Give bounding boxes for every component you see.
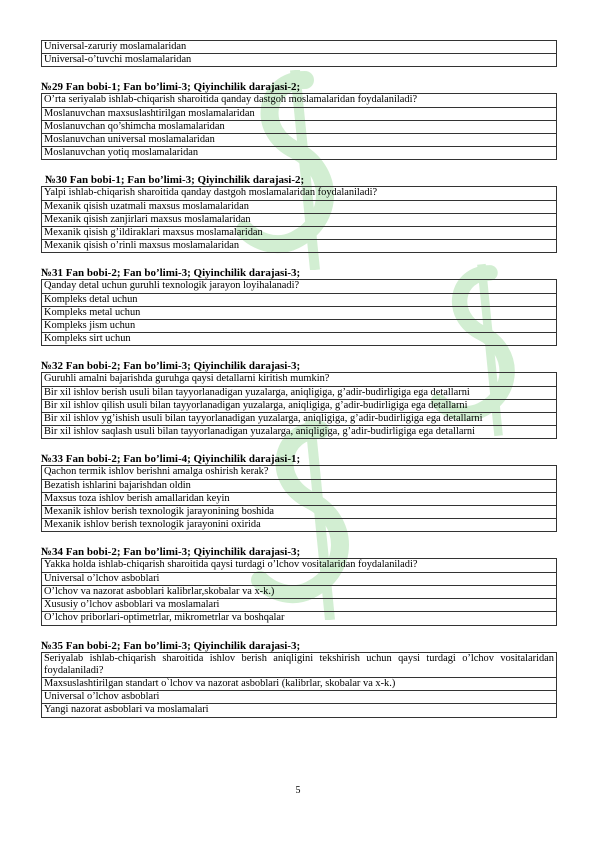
- question-heading: №30 Fan bobi-1; Fan bo’limi-3; Qiyinchilik darajasi-2;: [45, 174, 305, 187]
- question-text: Guruhli amalni bajarishda guruhga qaysi detallarni kiritish mumkin?: [42, 373, 557, 386]
- table-row: [42, 479, 557, 492]
- answer-option: Maxsuslashtirilgan standart o`lchov va nazorat asboblari (kalibrlar, skobalar va x-k.): [42, 677, 557, 690]
- answer-option: Xususiy o’lchov asboblari va moslamalari: [42, 599, 557, 612]
- question-table: [41, 652, 557, 718]
- answer-table: [41, 40, 557, 67]
- page-number: 5: [295, 785, 301, 796]
- table-row: [42, 559, 557, 572]
- table-row: [42, 187, 557, 200]
- question-heading: №34 Fan bobi-2; Fan bo’limi-3; Qiyinchilik darajasi-3;: [41, 546, 301, 559]
- table-row: [42, 280, 557, 293]
- answer-option: Moslanuvchan qo’shimcha moslamalaridan: [42, 120, 557, 133]
- table-row: [42, 492, 557, 505]
- answer-option: Moslanuvchan yotiq moslamalaridan: [42, 147, 557, 160]
- answer-option: Mexanik ishlov berish texnologik jarayonini oxirida: [42, 519, 557, 532]
- answer-option: Universal o’lchov asboblari: [42, 572, 557, 585]
- answer-option: Mexanik qisish uzatmali maxsus moslamalaridan: [42, 200, 557, 213]
- table-row: [42, 466, 557, 479]
- question-heading: №33 Fan bobi-2; Fan bo’limi-4; Qiyinchilik darajasi-1;: [41, 453, 301, 466]
- question-table: [41, 465, 557, 532]
- answer-option: Kompleks jism uchun: [42, 320, 557, 333]
- table-row: [42, 333, 557, 346]
- question-table: [41, 186, 557, 253]
- table-row: [42, 652, 557, 677]
- question-heading: №29 Fan bobi-1; Fan bo’limi-3; Qiyinchilik darajasi-2;: [41, 81, 301, 94]
- answer-option: Mexanik qisish g’ildiraklari maxsus moslamalaridan: [42, 227, 557, 240]
- question-table: [41, 279, 557, 346]
- answer-option: Universal-o’tuvchi moslamalaridan: [42, 54, 557, 67]
- table-row: [42, 426, 557, 439]
- table-row: [42, 94, 557, 107]
- table-row: [42, 134, 557, 147]
- table-row: [42, 677, 557, 690]
- question-heading: №32 Fan bobi-2; Fan bo’limi-3; Qiyinchilik darajasi-3;: [41, 360, 301, 373]
- table-row: [42, 107, 557, 120]
- table-row: [42, 386, 557, 399]
- question-text: O’rta seriyalab ishlab-chiqarish sharoitida qanday dastgoh moslamalaridan foydalaniladi?: [42, 94, 557, 107]
- answer-option: Universal o’lchov asboblari: [42, 691, 557, 704]
- answer-option: Universal-zaruriy moslamalaridan: [42, 41, 557, 54]
- answer-option: Bir xil ishlov saqlash usuli bilan tayyorlanadigan yuzalarga, aniqligiga, g’adir-budirligiga ega detallarni: [42, 426, 557, 439]
- answer-option: Kompleks metal uchun: [42, 306, 557, 319]
- answer-option: Bir xil ishlov qilish usuli bilan tayyorlanadigan yuzalarga, aniqligiga, g’adir-budirligiga ega detallarni: [42, 399, 557, 412]
- question-text: Qachon termik ishlov berishni amalga oshirish kerak?: [42, 466, 557, 479]
- question-table: [41, 93, 557, 160]
- table-row: [42, 147, 557, 160]
- table-row: [42, 585, 557, 598]
- answer-option: Bir xil ishlov berish usuli bilan tayyorlanadigan yuzalarga, aniqligiga, g’adir-budirligiga ega detallarni: [42, 386, 557, 399]
- table-row: [42, 41, 557, 54]
- answer-option: Moslanuvchan universal moslamalaridan: [42, 134, 557, 147]
- table-row: [42, 293, 557, 306]
- question-text: Qanday detal uchun guruhli texnologik jarayon loyihalanadi?: [42, 280, 557, 293]
- table-row: [42, 399, 557, 412]
- table-row: [42, 599, 557, 612]
- answer-option: Moslanuvchan maxsuslashtirilgan moslamalaridan: [42, 107, 557, 120]
- document-body: [41, 40, 557, 718]
- table-row: [42, 373, 557, 386]
- table-row: [42, 413, 557, 426]
- question-text: Yalpi ishlab-chiqarish sharoitida qanday dastgoh moslamalaridan foydalaniladi?: [42, 187, 557, 200]
- question-text: Seriyalab ishlab-chiqarish sharoitida ishlov berish aniqligini tekshirish uchun qaysi turdagi o’lchov vositalaridan foydalaniladi?: [42, 652, 557, 677]
- answer-option: Mexanik qisish zanjirlari maxsus moslamalaridan: [42, 213, 557, 226]
- question-table: [41, 558, 557, 625]
- table-row: [42, 612, 557, 625]
- table-row: [42, 320, 557, 333]
- table-row: [42, 691, 557, 704]
- question-heading: №31 Fan bobi-2; Fan bo’limi-3; Qiyinchilik darajasi-3;: [41, 267, 301, 280]
- answer-option: Kompleks detal uchun: [42, 293, 557, 306]
- table-row: [42, 704, 557, 717]
- answer-option: Mexanik qisish o’rinli maxsus moslamalaridan: [42, 240, 557, 253]
- answer-option: O’lchov va nazorat asboblari kalibrlar,skobalar va x-k.): [42, 585, 557, 598]
- table-row: [42, 213, 557, 226]
- answer-option: Maxsus toza ishlov berish amallaridan keyin: [42, 492, 557, 505]
- table-row: [42, 227, 557, 240]
- answer-option: Bezatish ishlarini bajarishdan oldin: [42, 479, 557, 492]
- answer-option: Kompleks sirt uchun: [42, 333, 557, 346]
- answer-option: Yangi nazorat asboblari va moslamalari: [42, 704, 557, 717]
- table-row: [42, 306, 557, 319]
- table-row: [42, 200, 557, 213]
- table-row: [42, 572, 557, 585]
- table-row: [42, 240, 557, 253]
- question-table: [41, 372, 557, 439]
- answer-option: Mexanik ishlov berish texnologik jarayonining boshida: [42, 506, 557, 519]
- table-row: [42, 506, 557, 519]
- answer-option: O’lchov priborlari-optimetrlar, mikrometrlar va boshqalar: [42, 612, 557, 625]
- question-heading: №35 Fan bobi-2; Fan bo’limi-3; Qiyinchilik darajasi-3;: [41, 639, 301, 652]
- table-row: [42, 120, 557, 133]
- table-row: [42, 519, 557, 532]
- answer-option: Bir xil ishlov yg’ishish usuli bilan tayyorlanadigan yuzalarga, aniqligiga, g’adir-budirligiga ega detallarni: [42, 413, 557, 426]
- question-text: Yakka holda ishlab-chiqarish sharoitida qaysi turdagi o’lchov vositalaridan foydalaniladi?: [42, 559, 557, 572]
- table-row: [42, 54, 557, 67]
